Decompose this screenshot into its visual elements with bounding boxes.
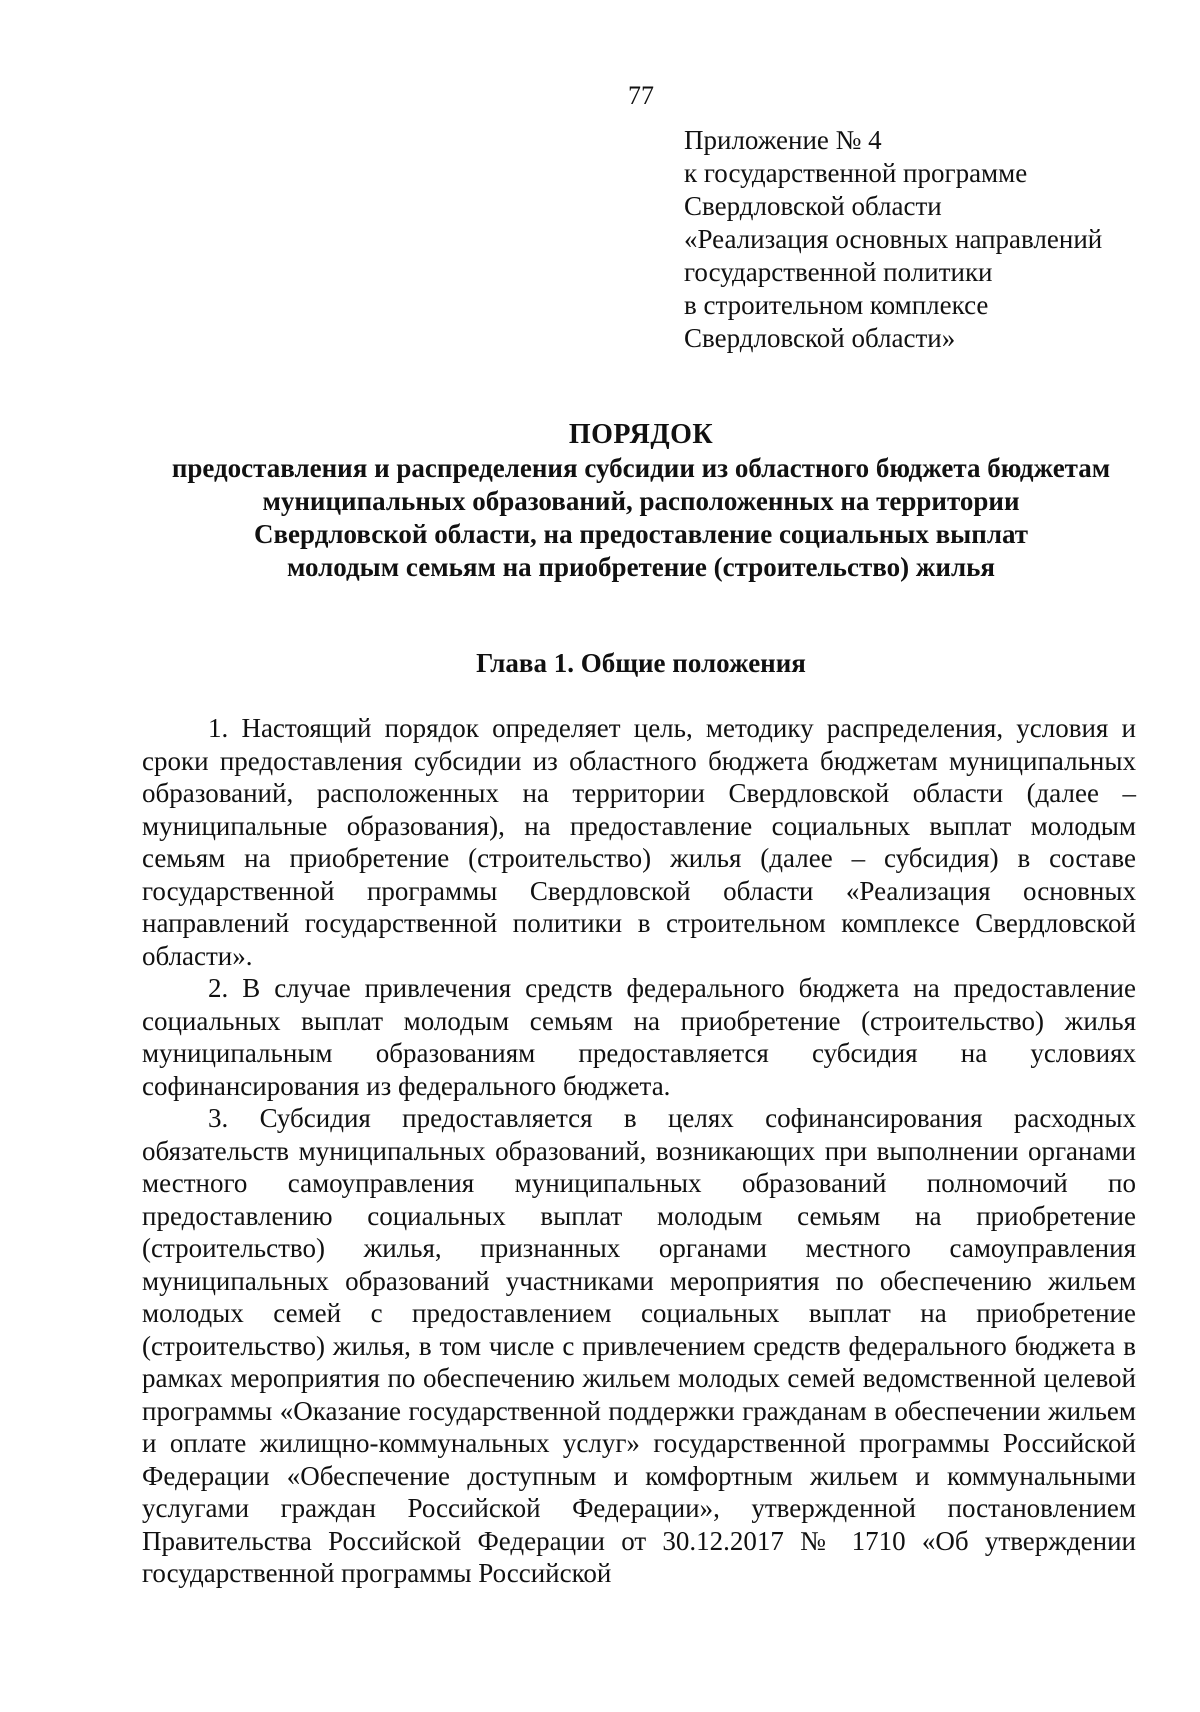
paragraph: 3. Субсидия предоставляется в целях софинансирования расходных обязательств муниципальных образований, возникающих при выполнении органами местного самоуправления муниципальных образований полномочий по предоставлению социальных выплат молодым семьям на приобретение (строительство) жилья, признанных органами местного самоуправления муниципальных образований участниками мероприятия по обеспечению жильем молодых семей с предоставлением социальных выплат на приобретение (строительство) жилья, в том числе с привлечением средств федерального бюджета в рамках мероприятия по обеспечению жильем молодых семей ведомственной целевой программы «Оказание государственной поддержки гражданам в обеспечении жильем и оплате жилищно-коммунальных услуг» государственной программы Российской Федерации «Обеспечение доступным и комфортным жильем и коммунальными услугами граждан Российской Федерации», утвержденной постановлением Правительства Российской Федерации от 30.12.2017 № 1710 «Об утверждении государственной программы Российской bbox=[142, 1103, 1136, 1588]
subtitle-line: Свердловской области, на предоставление социальных выплат bbox=[253, 519, 1029, 549]
paragraph: 2. В случае привлечения средств федерального бюджета на предоставление социальных выплат молодым семьям на приобретение (строительство) жилья муниципальным образованиям предоставляется субсидия на условиях софинансирования из федерального бюджета. bbox=[142, 973, 1136, 1101]
annex-line: «Реализация основных направлений bbox=[684, 224, 1103, 254]
annex-line: в строительном комплексе bbox=[684, 290, 989, 320]
annex-line: Приложение № 4 bbox=[684, 125, 882, 155]
document-title-block bbox=[130, 418, 1152, 584]
chapter-heading: Глава 1. Общие положения bbox=[476, 648, 806, 678]
paragraph: 1. Настоящий порядок определяет цель, методику распределения, условия и сроки предоставления субсидии из областного бюджета бюджетам муниципальных образований, расположенных на территории Свердловской области (далее – муниципальные образования), на предоставление социальных выплат молодым семьям на приобретение (строительство) жилья (далее – субсидия) в составе государственной программы Свердловской области «Реализация основных направлений государственной политики в строительном комплексе Свердловской области». bbox=[142, 713, 1136, 971]
document-body bbox=[142, 712, 1136, 1590]
subtitle-line: муниципальных образований, расположенных на территории bbox=[262, 486, 1020, 516]
annex-line: к государственной программе bbox=[684, 158, 1028, 188]
document-title: ПОРЯДОК bbox=[568, 419, 714, 450]
subtitle-line: молодым семьям на приобретение (строительство) жилья bbox=[286, 552, 996, 582]
annex-line: Свердловской области bbox=[684, 191, 942, 221]
annex-block bbox=[684, 124, 1184, 355]
page-number: 77 bbox=[628, 81, 654, 110]
document-subtitle bbox=[130, 452, 1152, 584]
annex-line: Свердловской области» bbox=[684, 323, 956, 353]
annex-line: государственной политики bbox=[684, 257, 993, 287]
subtitle-line: предоставления и распределения субсидии из областного бюджета бюджетам bbox=[171, 453, 1111, 483]
